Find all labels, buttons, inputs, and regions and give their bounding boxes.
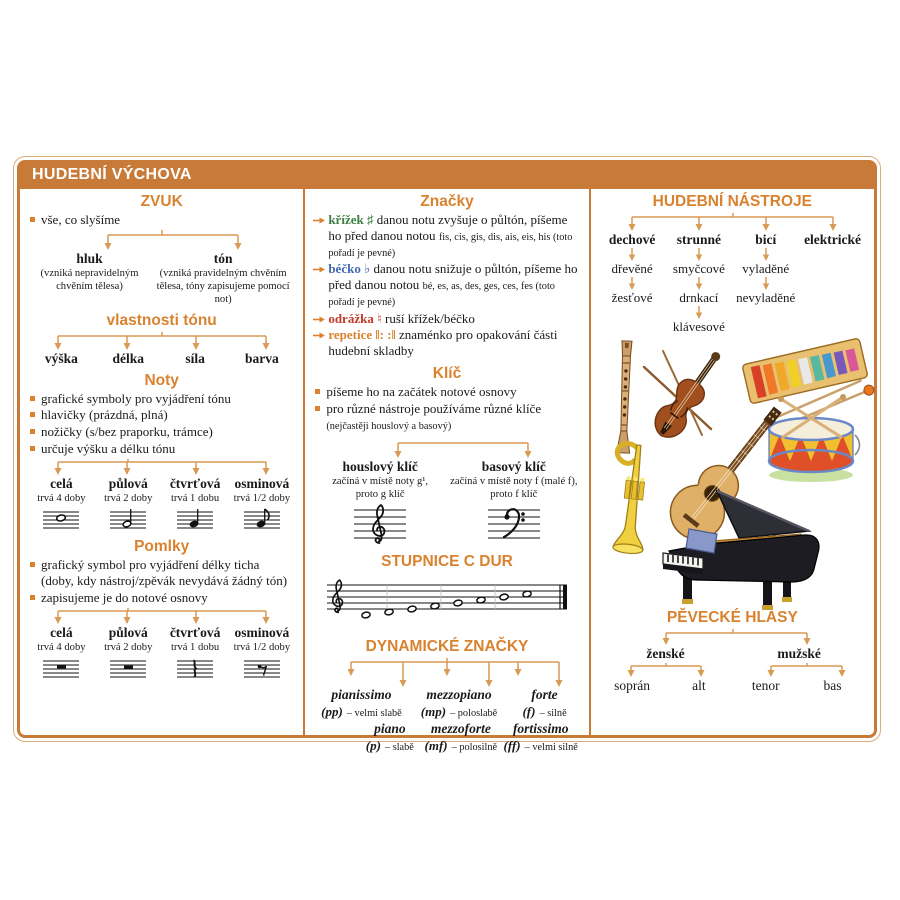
- note-value-eighth: osminová trvá 1/2 doby: [228, 476, 295, 533]
- group-strunne: strunné: [676, 232, 722, 247]
- flat-icon: ♭: [364, 261, 371, 277]
- down-arrow-icon: [694, 306, 704, 319]
- section-title-stupnice: STUPNICE C DUR: [381, 553, 513, 571]
- violin-illustration: [644, 344, 731, 444]
- eighth-note-icon: [240, 507, 284, 533]
- quarter-note-icon: [173, 507, 217, 533]
- column-nastroje-hlasy: [589, 189, 874, 735]
- trumpet-illustration: [606, 443, 653, 555]
- note-values: [28, 476, 295, 533]
- group-elektricke: elektrické: [804, 232, 862, 247]
- sharp-icon: ♯: [366, 212, 374, 227]
- voice-sopran: soprán: [614, 678, 651, 693]
- voice-groups: [599, 646, 866, 662]
- section-title-dynamicke: DYNAMICKÉ ZNAČKY: [365, 638, 529, 656]
- dynamics-row1: [313, 687, 580, 721]
- dynamics-row2: [313, 721, 580, 755]
- group-muzske: mužské: [777, 646, 821, 661]
- section-title-noty: Noty: [144, 371, 179, 389]
- tree-connector-nastroje: [599, 212, 867, 232]
- instrument-illustrations: [599, 337, 867, 605]
- tree-connector-zvuk: [28, 229, 296, 251]
- square-bullet-icon: [30, 412, 35, 417]
- rest-value-whole: celá trvá 4 doby: [28, 625, 95, 682]
- c-major-scale-staff: [321, 573, 573, 629]
- rest-values: [28, 625, 295, 682]
- square-bullet-icon: [315, 406, 320, 411]
- voice-alt: alt: [692, 678, 706, 693]
- section-title-hlasy: PĚVECKÉ HLASY: [666, 609, 798, 626]
- arrow-bullet-icon: [313, 331, 325, 340]
- tree-connector-pomlky: [28, 607, 296, 625]
- square-bullet-icon: [315, 389, 320, 394]
- whole-rest-icon: [39, 656, 83, 682]
- tree-connector-hlasy: [599, 628, 867, 646]
- natural-icon: ♮: [377, 310, 382, 326]
- column-znacky-klic: Značky křížek ♯ danou notu zvyšuje o půltón, píšeme ho před danou notou fis, cis, gis, dis, ais, eis, his (toto pořadí je pevné) béčko ♭ danou notu snižuje o půltón, píšeme ho před danou notou bé, es, as, des, ges, ces, fes (toto pořadí je pevné) odrážka ♮ ruší křížek/béčko repetice ‖: :‖ znaménko pro opakování části hudební skladby Klíč píšeme ho na začátek notové osnovy pro různé nástroje používáme různé klíče (nejčastěji houslový a basový) houslový klíč začíná v místě noty g¹, proto g klíč basový klíč začíná v místě noty f (malé f), proto f klíč STUPNICE C DUR DYNAMICKÉ ZNAČKY pianissimo (pp) – velmi slabě mezzopiano (mp) – poloslabě forte (f) – silně piano (p) – slabě mezzoforte (mf) – polosilně fortissimo (ff) – velmi silně: [303, 189, 588, 735]
- ton-node: tón (vzniká pravidelným chvěním tělesa, tóny zapisujeme pomocí not): [156, 250, 290, 306]
- reference-card: [13, 156, 881, 754]
- zvuk-bullet: vše, co slyšíme: [28, 212, 295, 228]
- instrument-subrow-3: klávesové: [599, 306, 866, 335]
- recorder-illustration: [616, 341, 633, 453]
- dyn-pianissimo: pianissimo (pp) – velmi slabě: [321, 687, 402, 720]
- dyn-fortissimo: fortissimo (ff) – velmi silně: [503, 721, 578, 754]
- down-arrow-icon: [694, 248, 704, 261]
- section-title-vlastnosti: vlastnosti tónu: [106, 311, 217, 329]
- column-zvuk-noty: ZVUK vše, co slyšíme hluk (vzniká nepravidelným chvěním tělesa) tón (vzniká pravidelným chvěním tělesa, tóny zapisujeme pomocí not) vlastnosti tónu výška délka síla barva Noty grafické symboly pro vyjádření tónu hlavičky (prázdná, plná) nožičky (s/bez praporku, trámce) určuje výšku a délku tónu celá trvá 4 doby půlová trvá 2 doby čtvrťová trvá 1 dobu osminová trvá 1/2 doby Pomlky grafický symbol pro vyjádření délky ticha (doby, kdy nástroj/zpěvák nevydává žádný tón) zapisujeme je do notové osnovy celá trvá 4 doby půlová trvá 2 doby čtvrťová trvá 1 dobu osminová trvá 1/2 doby: [20, 189, 303, 735]
- arrow-bullet-icon: [313, 265, 325, 274]
- tree-connector-vlastnosti: [28, 331, 296, 351]
- tree-connector-noty: [28, 458, 296, 476]
- group-zenske: ženské: [646, 646, 685, 661]
- instrument-groups: [599, 232, 866, 248]
- bass-clef-node: basový klíč začíná v místě noty f (malé f), proto f klíč: [447, 459, 581, 545]
- znacka-krizek: křížek ♯ danou notu zvyšuje o půltón, píšeme ho před danou notou fis, cis, gis, dis, ais, eis, his (toto pořadí je pevné): [313, 212, 580, 260]
- quarter-rest-icon: [173, 656, 217, 682]
- arrow-bullet-icon: [313, 216, 325, 225]
- half-rest-icon: [106, 656, 150, 682]
- square-bullet-icon: [30, 595, 35, 600]
- section-title-pomlky: Pomlky: [134, 538, 190, 556]
- section-title-zvuk: ZVUK: [140, 193, 183, 210]
- card-title: HUDEBNÍ VÝCHOVA: [20, 163, 874, 189]
- dyn-mezzopiano: mezzopiano (mp) – poloslabě: [420, 687, 498, 720]
- note-value-quarter: čtvrťová trvá 1 dobu: [162, 476, 229, 533]
- znacka-becko: béčko ♭ danou notu snižuje o půltón, píšeme ho před danou notou bé, es, as, des, ges, ces, fes (toto pořadí je pevné): [313, 261, 580, 309]
- treble-clef-node: houslový klíč začíná v místě noty g¹, proto g klíč: [313, 459, 447, 545]
- tree-connector-hlasy-2: [599, 662, 867, 678]
- down-arrow-icon: [627, 248, 637, 261]
- vlastnosti-items: výška délka síla barva: [44, 350, 279, 366]
- dyn-piano: piano (p) – slabě: [365, 721, 414, 754]
- whole-note-icon: [39, 507, 83, 533]
- dyn-mezzoforte: mezzoforte (mf) – polosilně: [424, 721, 498, 754]
- tree-connector-klic: [313, 435, 581, 459]
- treble-clef-icon: [348, 503, 412, 545]
- zvuk-children: [28, 251, 295, 307]
- drum-illustration: [769, 394, 860, 482]
- voice-tenor: tenor: [751, 678, 780, 693]
- down-arrow-icon: [694, 277, 704, 290]
- voice-bas: bas: [823, 678, 842, 693]
- square-bullet-icon: [30, 217, 35, 222]
- znacka-odrazka: odrážka ♮ ruší křížek/béčko: [313, 311, 580, 327]
- down-arrow-icon: [761, 248, 771, 261]
- repeat-sign-icon: ‖: :‖: [375, 327, 396, 343]
- znacka-repetice: repetice ‖: :‖ znaménko pro opakování části hudební skladby: [313, 327, 580, 358]
- down-arrow-icon: [627, 277, 637, 290]
- note-value-whole: celá trvá 4 doby: [28, 476, 95, 533]
- square-bullet-icon: [30, 562, 35, 567]
- rest-value-eighth: osminová trvá 1/2 doby: [228, 625, 295, 682]
- square-bullet-icon: [30, 446, 35, 451]
- group-bici: bicí: [755, 232, 777, 247]
- section-title-znacky: Značky: [420, 193, 474, 210]
- square-bullet-icon: [30, 429, 35, 434]
- note-value-half: půlová trvá 2 doby: [95, 476, 162, 533]
- group-dechove: dechové: [608, 232, 656, 247]
- bass-clef-icon: [482, 503, 546, 545]
- section-title-klic: Klíč: [432, 365, 462, 383]
- hluk-node: hluk (vzniká nepravidelným chvěním tělesa): [40, 250, 139, 293]
- voice-leaves: [599, 678, 866, 694]
- down-arrow-icon: [761, 277, 771, 290]
- section-title-nastroje: HUDEBNÍ NÁSTROJE: [652, 193, 812, 210]
- rest-value-half: půlová trvá 2 doby: [95, 625, 162, 682]
- klic-children: [313, 459, 580, 545]
- arrow-bullet-icon: [313, 315, 325, 324]
- half-note-icon: [106, 507, 150, 533]
- dyn-forte: forte (f) – silně: [522, 687, 567, 720]
- rest-value-quarter: čtvrťová trvá 1 dobu: [162, 625, 229, 682]
- eighth-rest-icon: [240, 656, 284, 682]
- instrument-subrow-1: dřevěné smyčcové vyladěné: [599, 248, 866, 277]
- instrument-subrow-2: žesťové drnkací nevyladěné: [599, 277, 866, 306]
- tree-connector-dynamicke: [313, 657, 581, 687]
- square-bullet-icon: [30, 396, 35, 401]
